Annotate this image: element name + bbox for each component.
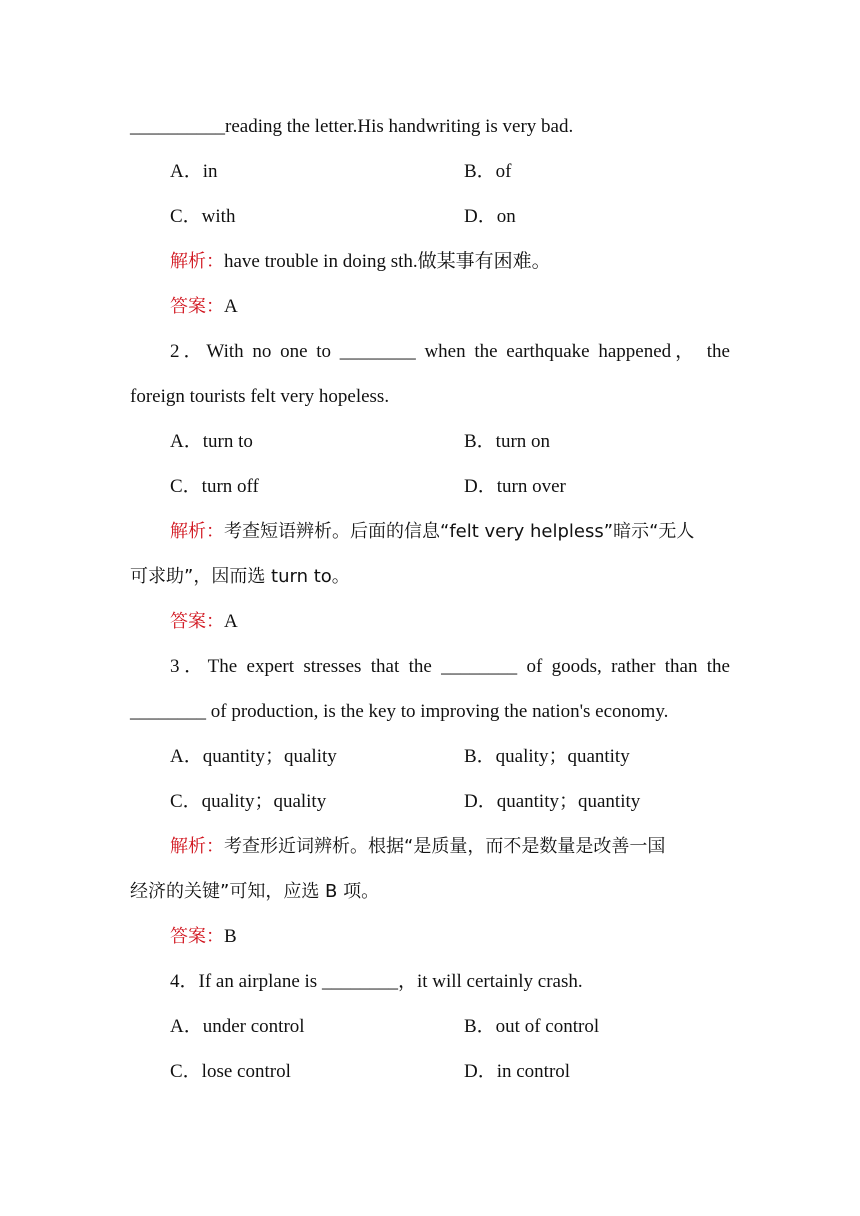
q3-stem-line-1: 3．The expert stresses that the ________ of goods, rather than the xyxy=(170,656,730,677)
q3-explanation-line-2 xyxy=(130,879,730,905)
q3-answer-value: B xyxy=(224,926,237,947)
q4-stem-line-1: 4．If an airplane is ________，it will certainly crash. xyxy=(170,971,583,992)
q4-option-a: A．under control xyxy=(170,1016,305,1037)
q1-option-b: B．of xyxy=(464,161,512,182)
q3-option-d: D．quantity；quantity xyxy=(464,791,641,812)
q2-explanation-line-2 xyxy=(130,564,730,590)
answer-label: 答案： xyxy=(170,926,224,947)
q1-option-a: A．in xyxy=(170,161,218,182)
answer-label: 答案： xyxy=(170,296,224,317)
q1-answer-value: A xyxy=(224,296,238,317)
q4-option-d: D．in control xyxy=(464,1061,571,1082)
q1-explanation-text: have trouble in doing sth.做某事有困难。 xyxy=(224,251,551,272)
q1-option-d: D．on xyxy=(464,206,516,227)
q1-stem-line: __________reading the letter.His handwriting is very bad. xyxy=(130,116,574,137)
q3-option-b: B．quality；quantity xyxy=(464,746,630,767)
q2-answer xyxy=(170,609,770,635)
q2-explanation-line-1 xyxy=(170,519,770,545)
q2-option-b: B．turn on xyxy=(464,431,551,452)
q1-explanation xyxy=(170,249,770,275)
q3-answer xyxy=(170,924,770,950)
q2-answer-value: A xyxy=(224,611,238,632)
q3-option-a: A．quantity；quality xyxy=(170,746,337,767)
answer-label: 答案： xyxy=(170,611,224,632)
q2-stem-line-2: foreign tourists felt very hopeless. xyxy=(130,386,390,407)
q4-option-b: B．out of control xyxy=(464,1016,600,1037)
q3-explanation-line-1 xyxy=(170,834,770,860)
q1-option-c: C．with xyxy=(170,206,236,227)
explanation-label: 解析： xyxy=(170,251,224,272)
q2-explanation-text-1: 考查短语辨析。后面的信息“felt very helpless”暗示“无人 xyxy=(224,521,695,542)
q3-explanation-text-1: 考查形近词辨析。根据“是质量，而不是数量是改善一国 xyxy=(224,836,666,857)
q3-option-c: C．quality；quality xyxy=(170,791,327,812)
q2-option-d: D．turn over xyxy=(464,476,566,497)
q2-stem-line-1: 2．With no one to ________ when the earthquake happened， the xyxy=(170,341,730,362)
q1-answer xyxy=(170,294,770,320)
q4-option-c: C．lose control xyxy=(170,1061,291,1082)
q2-option-a: A．turn to xyxy=(170,431,253,452)
explanation-label: 解析： xyxy=(170,521,224,542)
q2-explanation-text-2: 可求助”，因而选 turn to。 xyxy=(130,566,350,587)
explanation-label: 解析： xyxy=(170,836,224,857)
q3-explanation-text-2: 经济的关键”可知，应选 B 项。 xyxy=(130,881,380,902)
q3-stem-line-2: ________ of production, is the key to improving the nation's economy. xyxy=(130,701,669,722)
q2-option-c: C．turn off xyxy=(170,476,259,497)
